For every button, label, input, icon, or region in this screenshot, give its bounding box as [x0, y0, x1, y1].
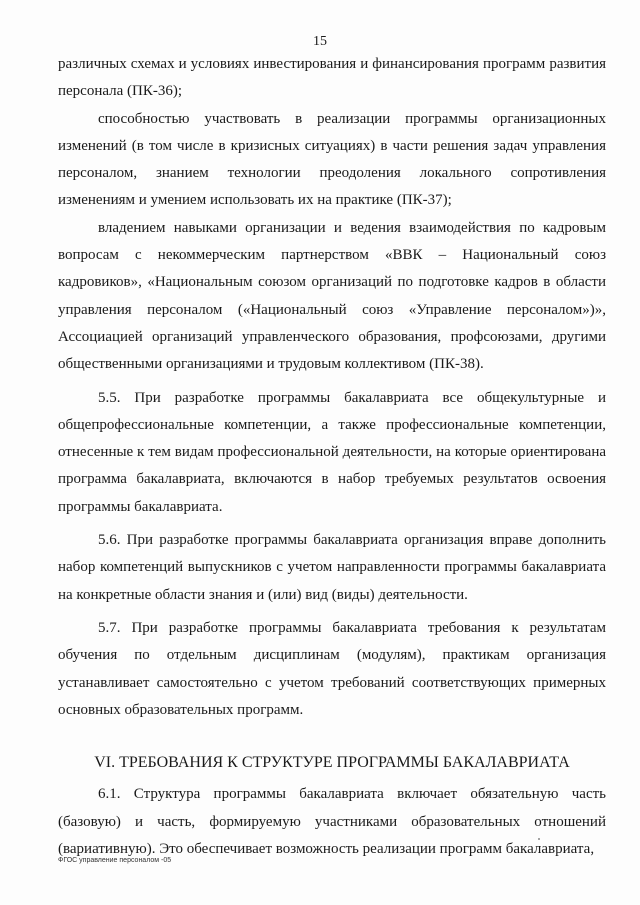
paragraph-continuation: различных схемах и условиях инвестирования и финансирования программ развития персонала (ПК-36);: [58, 56, 606, 100]
paragraph-5-7: 5.7. При разработке программы бакалавриата требования к результатам обучения по отдельным дисциплинам (модулям), практикам организация устанавливает самостоятельно с учетом требований соответствующих примерных основных образовательных программ.: [58, 619, 606, 718]
page-number: 15: [313, 34, 327, 49]
footer-label: ФГОС управление персоналом -05: [58, 857, 172, 864]
paragraph-6-1: 6.1. Структура программы бакалавриата включает обязательную часть (базовую) и часть, формируемую участниками образовательных отношений (вариативную). Это обеспечивает возможность реализации программ бакалавриата,: [58, 786, 606, 858]
paragraph-5-6: 5.6. При разработке программы бакалавриата организация вправе дополнить набор компетенций выпускников с учетом направленности программы бакалавриата на конкретные области знания и (или) вид (виды) деятельности.: [58, 532, 606, 603]
paragraph-5-5: 5.5. При разработке программы бакалавриата все общекультурные и общепрофессиональные компетенции, а также профессиональные компетенции, отнесенные к тем видам профессиональной деятельности, на которые ориентирована программа бакалавриата, включаются в набор требуемых результатов освоения программы бакалавриата.: [58, 389, 606, 515]
scan-speck: [538, 838, 540, 840]
document-body: [58, 51, 606, 863]
paragraph-pk38: владением навыками организации и ведения взаимодействия по кадровым вопросам с некоммерческим партнерством «ВВК – Национальный союз кадровиков», «Национальным союзом организаций по подготовке кадров в области управления персоналом («Национальный союз «Управление персоналом»)», Ассоциацией организаций управленческого образования, профсоюзами, другими общественными организациями и трудовым коллективом (ПК-38).: [58, 219, 606, 373]
section-heading: VI. ТРЕБОВАНИЯ К СТРУКТУРЕ ПРОГРАММЫ БАКАЛАВРИАТА: [94, 754, 570, 772]
paragraph-pk37: способностью участвовать в реализации программы организационных изменений (в том числе в кризисных ситуациях) в части решения задач управления персоналом, знанием технологии преодоления локального сопротивления изменениям и умением использовать их на практике (ПК-37);: [58, 110, 606, 209]
